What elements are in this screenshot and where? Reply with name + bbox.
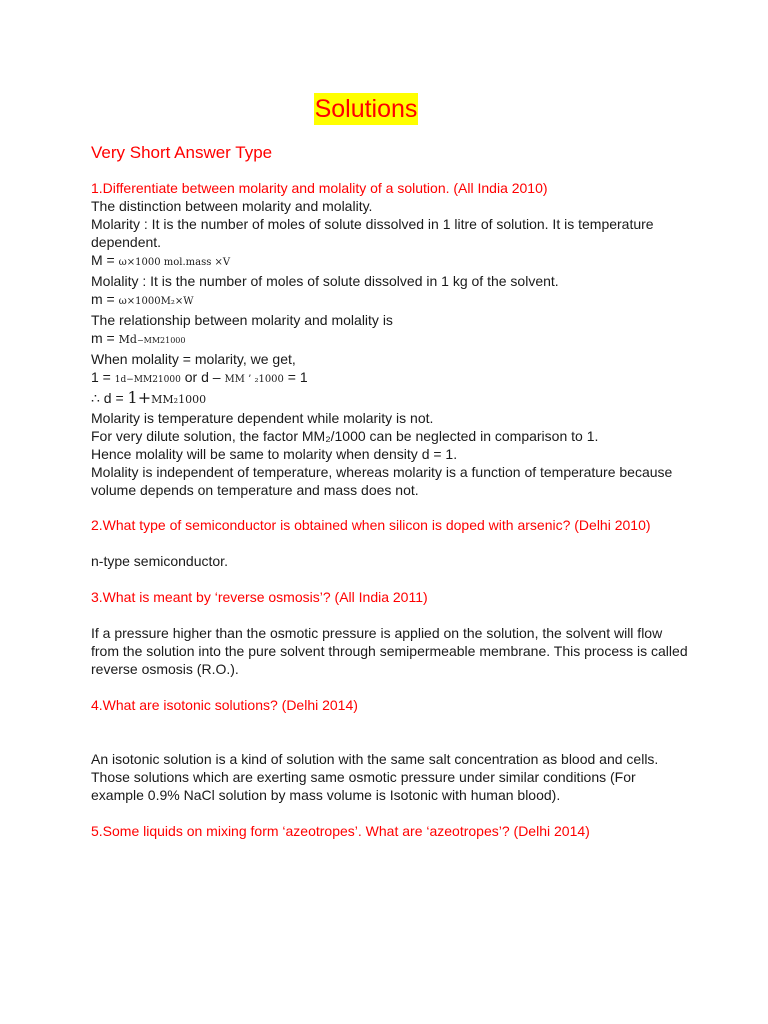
answer-1-line-2: Molarity : It is the number of moles of solute dissolved in 1 litre of solution. It is temperature dependent. (91, 216, 654, 250)
formula-molarity (91, 251, 691, 272)
spacer (91, 678, 691, 696)
question-3: 3.What is meant by ‘reverse osmosis’? (All India 2011) (91, 589, 428, 605)
answer-1-line-8: Hence molality will be same to molarity when density d = 1. (91, 446, 458, 462)
formula-equality-expr-2: MM ’ ₂1000 (224, 374, 284, 385)
formula-molarity-expr: ω×1000 mol.mass ×V (118, 257, 231, 268)
section-heading: Very Short Answer Type (91, 143, 273, 162)
formula-equality-or: or d – (180, 369, 225, 385)
spacer (91, 499, 691, 516)
formula-equality-prefix: 1 = (91, 369, 115, 385)
formula-equality-end: = 1 (283, 369, 308, 385)
title-wrap (0, 93, 768, 125)
formula-relationship-expr-a: Md (118, 333, 137, 346)
answer-1-line-3: Molality : It is the number of moles of solute dissolved in 1 kg of the solvent. (91, 273, 559, 289)
answer-1-line-9: Molality is independent of temperature, whereas molarity is a function of temperature because volume depends on temperature and mass does not. (91, 464, 673, 498)
spacer (91, 534, 691, 552)
answer-1-line-4: The relationship between molarity and molality is (91, 312, 393, 328)
answer-1-line-7: For very dilute solution, the factor MM₂/1000 can be neglected in comparison to 1. (91, 428, 599, 444)
answer-3: If a pressure higher than the osmotic pressure is applied on the solution, the solvent will flow from the solution into the pure solvent through semipermeable membrane. This process is called reverse osmosis (R.O.). (91, 625, 688, 677)
question-2: 2.What type of semiconductor is obtained when silicon is doped with arsenic? (Delhi 2010) (91, 517, 651, 533)
spacer (91, 606, 691, 624)
document-body (91, 142, 691, 840)
formula-density-big: 1+ (127, 388, 152, 407)
formula-molality (91, 290, 691, 311)
spacer (91, 570, 691, 588)
formula-density-expr: MM₂1000 (151, 393, 207, 406)
spacer (91, 804, 691, 822)
answer-4: An isotonic solution is a kind of solution with the same salt concentration as blood and cells. Those solutions which are exerting same osmotic pressure under similar conditions (For example 0.9% NaCl solution by mass volume is Isotonic with human blood). (91, 751, 659, 803)
page-title: Solutions (314, 95, 418, 123)
formula-density-prefix: ∴ d = (91, 390, 128, 406)
question-5: 5.Some liquids on mixing form ‘azeotropes’. What are ‘azeotropes’? (Delhi 2014) (91, 823, 590, 839)
formula-molarity-prefix: M = (91, 252, 119, 268)
answer-1-line-6: Molarity is temperature dependent while molarity is not. (91, 410, 434, 426)
question-1: 1.Differentiate between molarity and molality of a solution. (All India 2010) (91, 180, 548, 196)
answer-2: n-type semiconductor. (91, 553, 228, 569)
formula-equality-expr: 1d−MM21000 (114, 375, 181, 385)
formula-relationship-prefix: m = (91, 330, 119, 346)
formula-molality-expr: ω×1000M₂×W (118, 296, 194, 307)
formula-relationship-expr-b: −MM21000 (136, 336, 186, 345)
formula-density (91, 389, 691, 409)
answer-1-line-1: The distinction between molarity and molality. (91, 198, 373, 214)
formula-molality-prefix: m = (91, 291, 119, 307)
answer-1-line-5: When molality = molarity, we get, (91, 351, 296, 367)
spacer (91, 714, 691, 750)
formula-relationship (91, 329, 691, 350)
formula-equality (91, 368, 691, 389)
question-4: 4.What are isotonic solutions? (Delhi 2014) (91, 697, 358, 713)
